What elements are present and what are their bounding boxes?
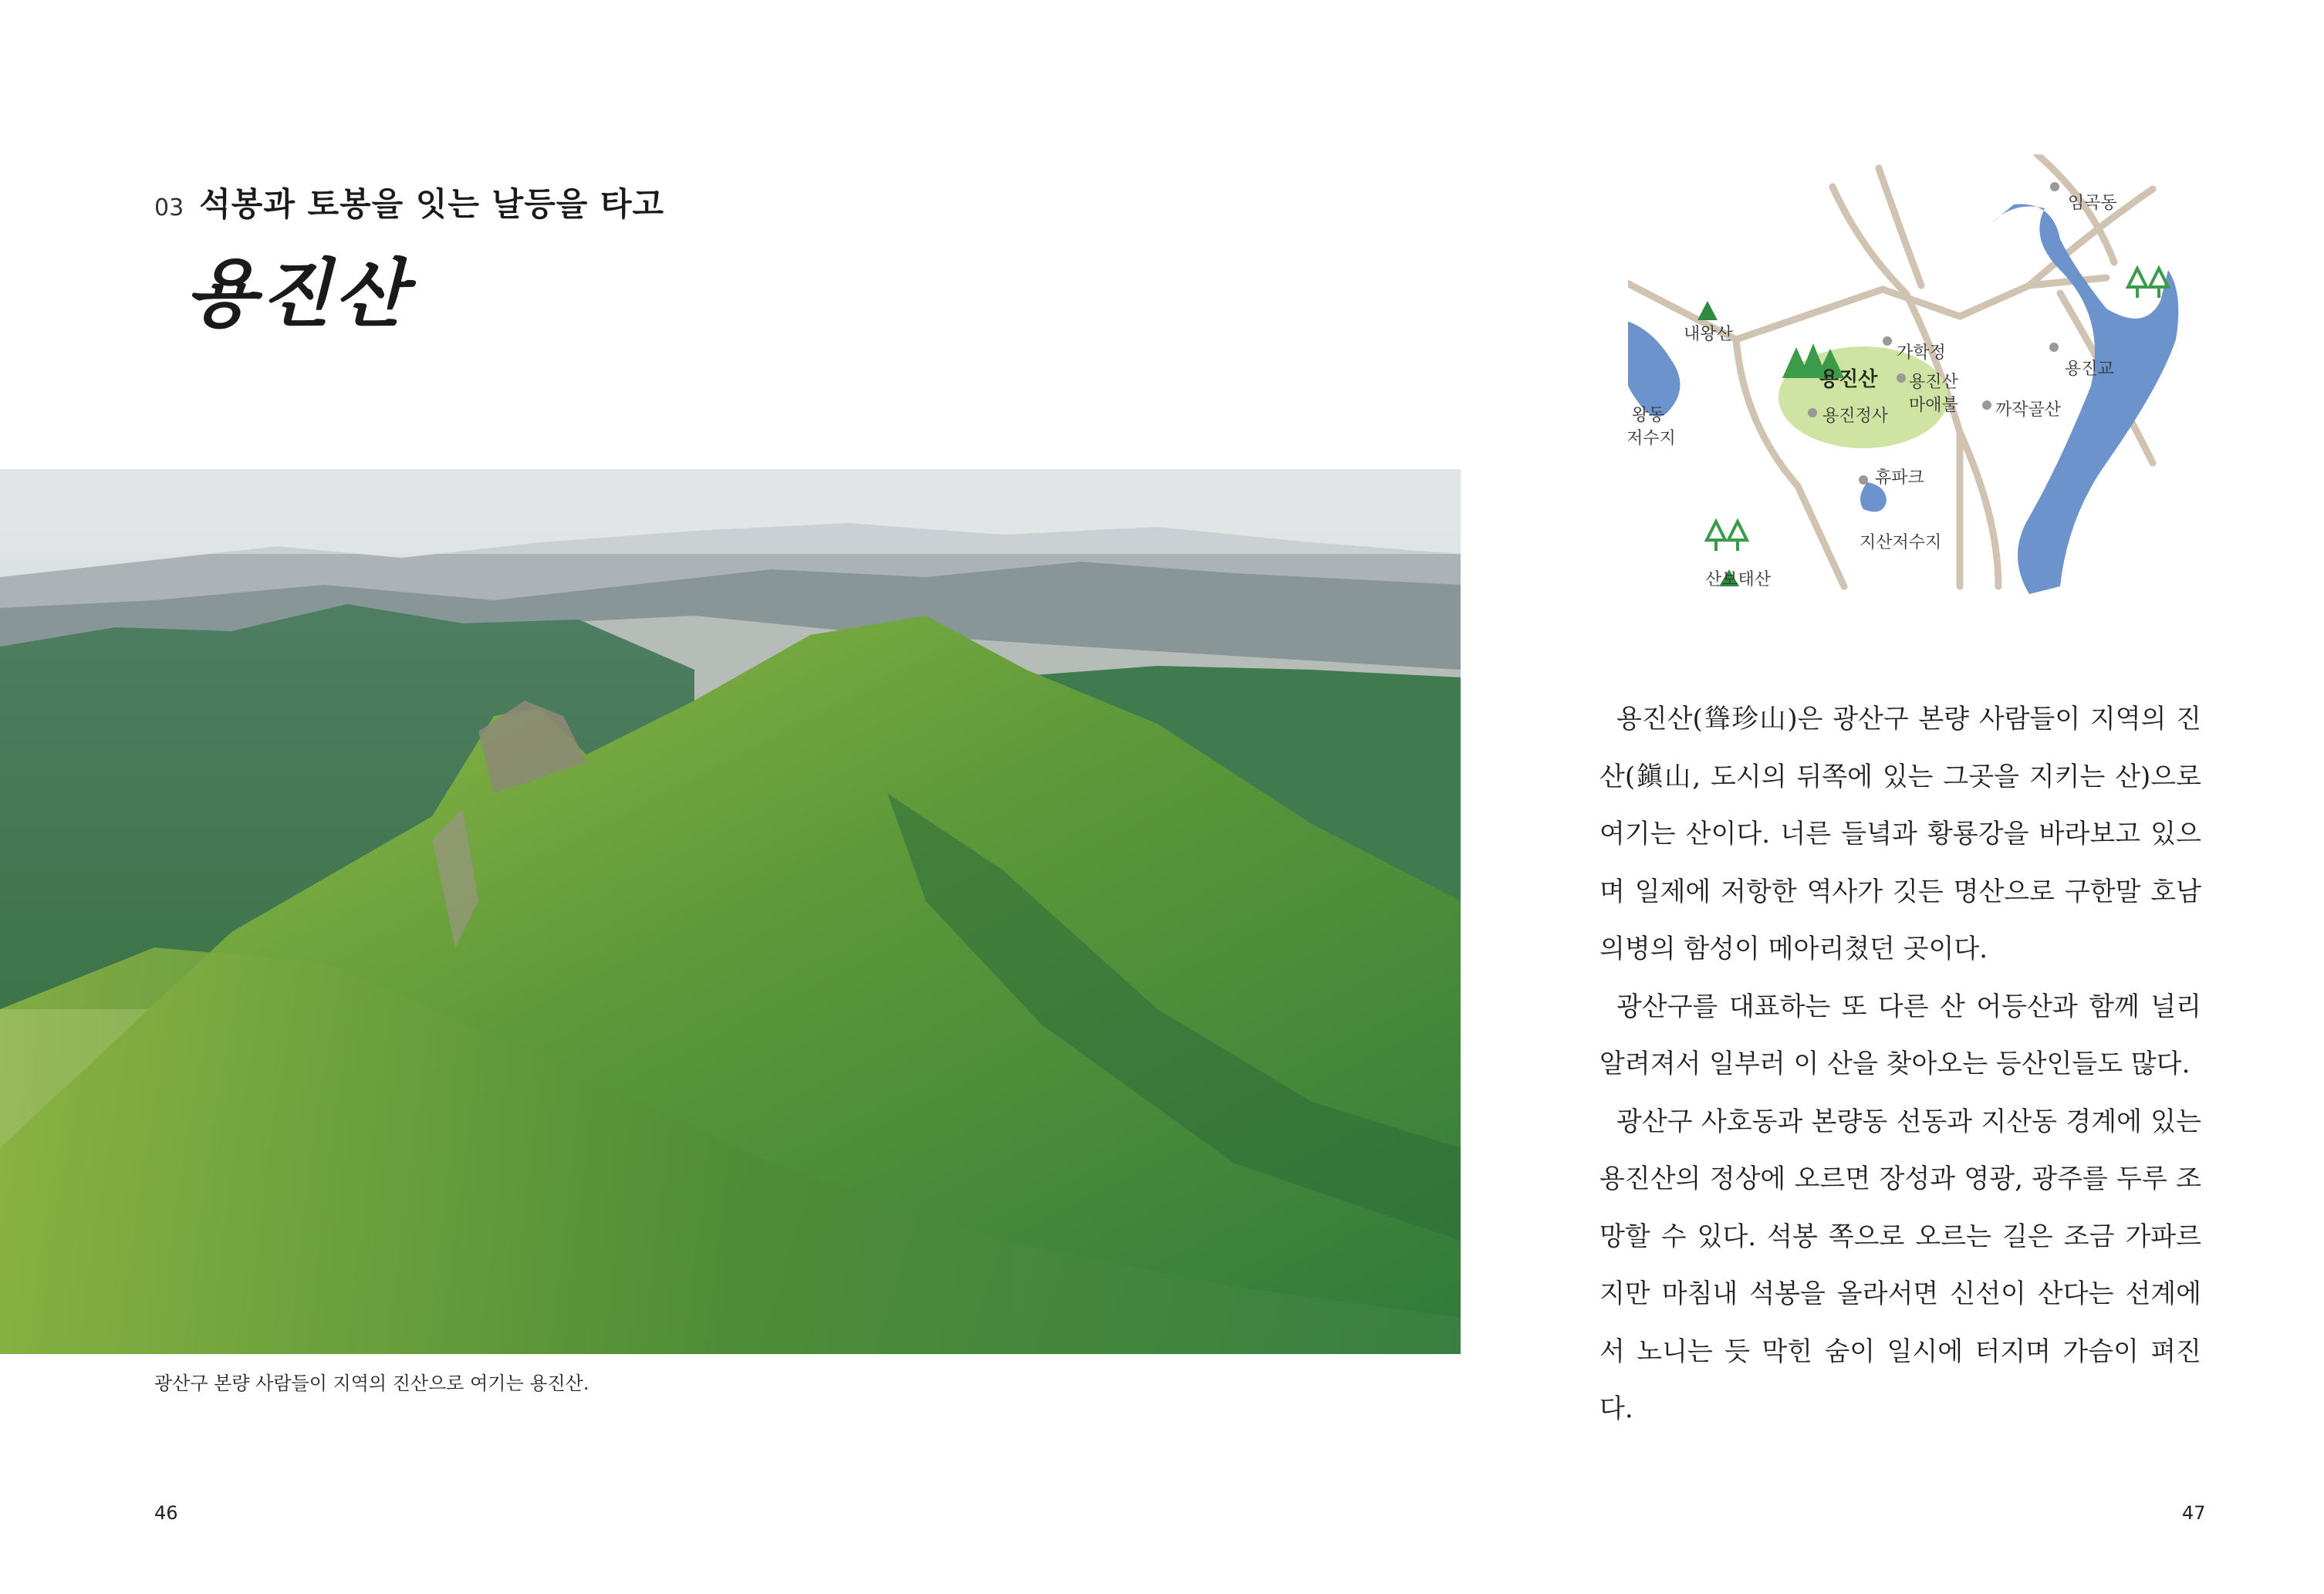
label-wangdong-2: 저수지 — [1628, 429, 1676, 448]
location-map — [1628, 154, 2191, 617]
label-naewang: 내왕산 — [1684, 325, 1733, 344]
label-sanbotae: 산보태산 — [1705, 570, 1772, 589]
paragraph: 용진산(聳珍山)은 광산구 본량 사람들이 지역의 진산(鎭山, 도시의 뒤쪽에 있는 그곳을 지키는 산)으로 여기는 산이다. 너른 들녘과 황룡강을 바라보고 있으며 일제에 저항한 역사가 깃든 명산으로 구한말 호남 의병의 함성이 메아리쳤던 곳이다. — [1599, 704, 2201, 964]
label-yongjinjeongsa: 용진정사 — [1822, 407, 1889, 426]
label-yongjin-maae-2: 마애불 — [1909, 396, 1958, 415]
label-gahakjeong: 가학정 — [1897, 343, 1946, 363]
chapter-number: 03 — [154, 194, 184, 221]
label-yongjingyo: 용진교 — [2065, 360, 2114, 379]
river — [1991, 204, 2178, 594]
wangdong-reservoir — [1628, 320, 1681, 417]
label-kkajakgol: 까작골산 — [1995, 400, 2062, 420]
tree-icon — [2128, 268, 2168, 298]
road — [1960, 432, 1998, 586]
page-title: 용진산 — [185, 250, 410, 337]
label-jisan: 지산저수지 — [1860, 533, 1942, 552]
label-yongjin-maae: 용진산 — [1909, 373, 1958, 392]
label-yongjin: 용진산 — [1819, 368, 1878, 391]
chapter-heading — [154, 179, 664, 225]
tree-icon — [1707, 522, 1747, 551]
aerial-mountain-photo — [0, 469, 1461, 1354]
photo-caption: 광산구 본량 사람들이 지역의 진산으로 여기는 용진산. — [154, 1373, 589, 1394]
label-hyupark: 휴파크 — [1875, 468, 1924, 488]
article-body — [1599, 691, 2201, 1438]
page-number-right: 47 — [2182, 1502, 2206, 1524]
paragraph: 광산구 사호동과 본량동 선동과 지산동 경계에 있는 용진산의 정상에 오르면 장성과 영광, 광주를 두루 조망할 수 있다. 석봉 쪽으로 오르는 길은 조금 가파르지만 마침내 석봉을 올라서면 신선이 산다는 선계에서 노니는 듯 막힌 숨이 일시에 터지며 가슴이 펴진다. — [1599, 1106, 2201, 1424]
page-number-left: 46 — [154, 1502, 178, 1524]
paragraph: 광산구를 대표하는 또 다른 산 어등산과 함께 널리 알려져서 일부러 이 산을 찾아오는 등산인들도 많다. — [1599, 991, 2201, 1079]
chapter-subtitle: 석봉과 토봉을 잇는 날등을 타고 — [199, 185, 665, 223]
label-imgok: 임곡동 — [2068, 194, 2117, 213]
label-wangdong: 왕동 — [1632, 406, 1665, 425]
